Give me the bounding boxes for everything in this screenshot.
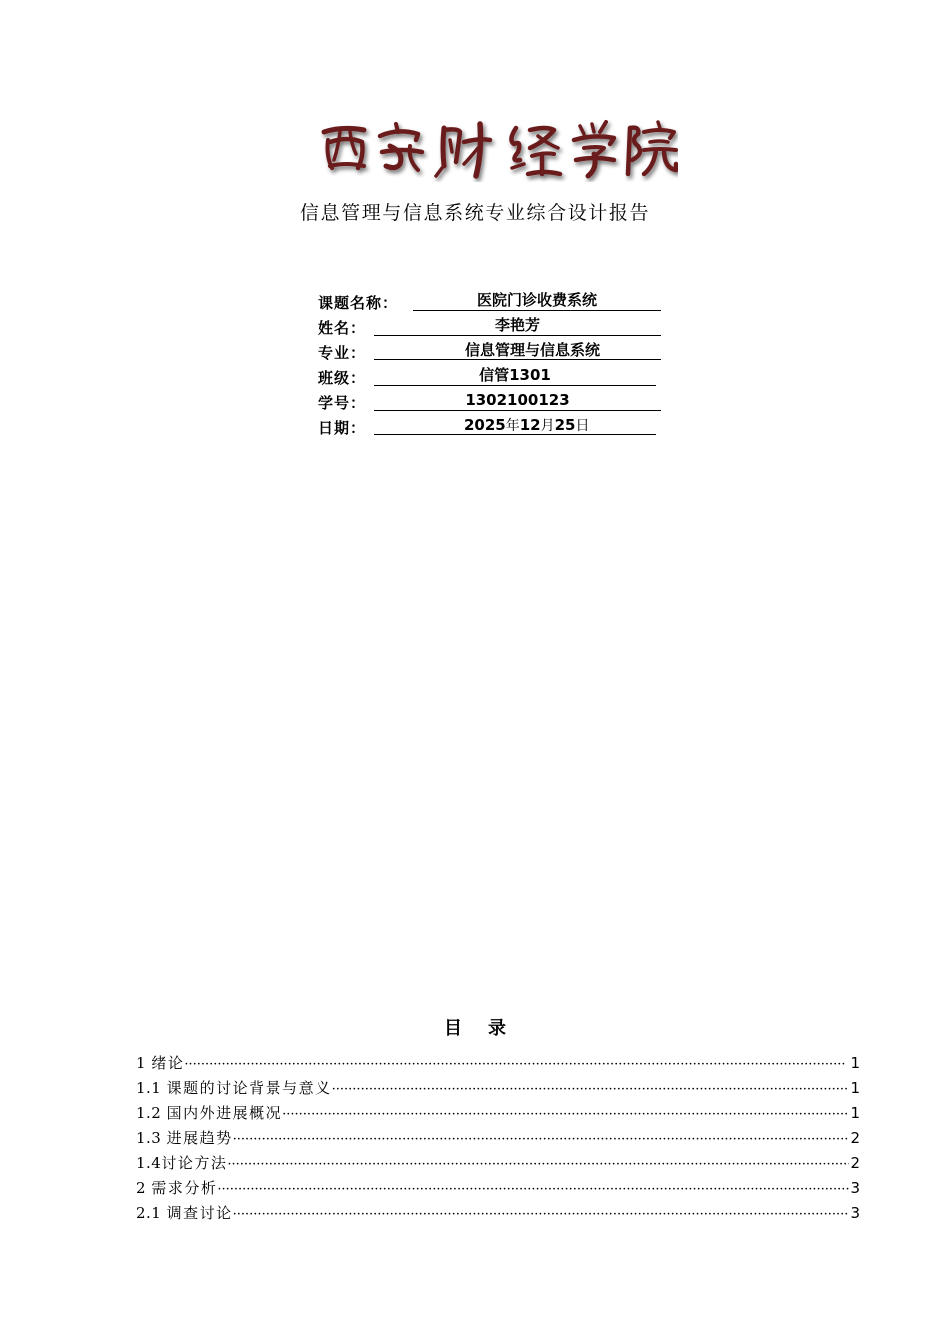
- date-row: [318, 415, 678, 440]
- table-of-contents: [136, 1052, 860, 1227]
- toc-entry-leader-dots: [233, 1207, 850, 1222]
- toc-entry-leader-dots: [332, 1082, 850, 1097]
- name-label: 姓名：: [318, 319, 367, 337]
- date-day-unit: 日: [575, 418, 590, 434]
- toc-entry-page: 1: [850, 1079, 860, 1097]
- toc-entry-page: 2: [850, 1154, 860, 1172]
- report-info-block: [318, 290, 678, 440]
- toc-entry[interactable]: [136, 1152, 860, 1177]
- major-label: 专业：: [318, 344, 367, 362]
- toc-entry-title: 调查讨论: [166, 1204, 233, 1222]
- toc-entry[interactable]: [136, 1202, 860, 1227]
- toc-entry[interactable]: [136, 1177, 860, 1202]
- toc-entry-leader-dots: [282, 1107, 849, 1122]
- toc-entry-title: 需求分析: [151, 1179, 218, 1197]
- major-value: 信息管理与信息系统: [374, 340, 661, 360]
- name-row: [318, 315, 678, 340]
- class-value: 信管1301: [374, 365, 656, 386]
- toc-entry-number: 1.1: [136, 1079, 167, 1097]
- toc-entry-title: 进展趋势: [166, 1129, 233, 1147]
- toc-entry-title: 讨论方法: [161, 1154, 228, 1172]
- toc-entry-page: 1: [850, 1054, 860, 1072]
- toc-entry-title: 课题的讨论背景与意义: [166, 1079, 332, 1097]
- class-label: 班级：: [318, 369, 367, 387]
- toc-entry-page: 2: [850, 1129, 860, 1147]
- major-row: [318, 340, 678, 365]
- toc-entry[interactable]: [136, 1052, 860, 1077]
- toc-entry-number: 1.2: [136, 1104, 167, 1122]
- toc-entry-number: 2.1: [136, 1204, 167, 1222]
- date-value: [374, 415, 656, 435]
- toc-entry-number: 2: [136, 1179, 152, 1197]
- student-id-label: 学号：: [318, 394, 367, 412]
- toc-entry[interactable]: [136, 1127, 860, 1152]
- date-day: 25: [554, 416, 576, 434]
- date-month-unit: 月: [540, 418, 555, 434]
- date-year-unit: 年: [505, 418, 520, 434]
- toc-entry-leader-dots: [184, 1057, 849, 1072]
- toc-entry-page: 3: [850, 1204, 860, 1222]
- toc-entry-number: 1.4: [136, 1154, 162, 1172]
- toc-entry-leader-dots: [217, 1182, 849, 1197]
- date-year: 2025: [464, 416, 506, 434]
- toc-entry-number: 1: [136, 1054, 152, 1072]
- toc-entry[interactable]: [136, 1077, 860, 1102]
- report-subtitle: 信息管理与信息系统专业综合设计报告: [299, 202, 651, 224]
- date-label: 日期：: [318, 419, 367, 437]
- toc-entry-page: 3: [850, 1179, 860, 1197]
- topic-row: [318, 290, 678, 315]
- toc-entry[interactable]: [136, 1102, 860, 1127]
- name-value: 李艳芳: [374, 315, 661, 336]
- toc-entry-title: 绪论: [151, 1054, 185, 1072]
- class-row: [318, 365, 678, 390]
- date-month: 12: [519, 416, 541, 434]
- toc-entry-page: 1: [850, 1104, 860, 1122]
- toc-entry-number: 1.3: [136, 1129, 167, 1147]
- student-id-row: [318, 390, 678, 415]
- student-id-value: 1302100123: [374, 390, 661, 411]
- topic-value: 医院门诊收费系统: [413, 290, 661, 311]
- topic-label: 课题名称：: [318, 294, 399, 312]
- toc-entry-title: 国内外进展概况: [166, 1104, 283, 1122]
- toc-title: 目录: [444, 1018, 532, 1039]
- toc-entry-leader-dots: [233, 1132, 850, 1147]
- toc-entry-leader-dots: [227, 1157, 849, 1172]
- university-calligraphy-logo: [318, 118, 678, 182]
